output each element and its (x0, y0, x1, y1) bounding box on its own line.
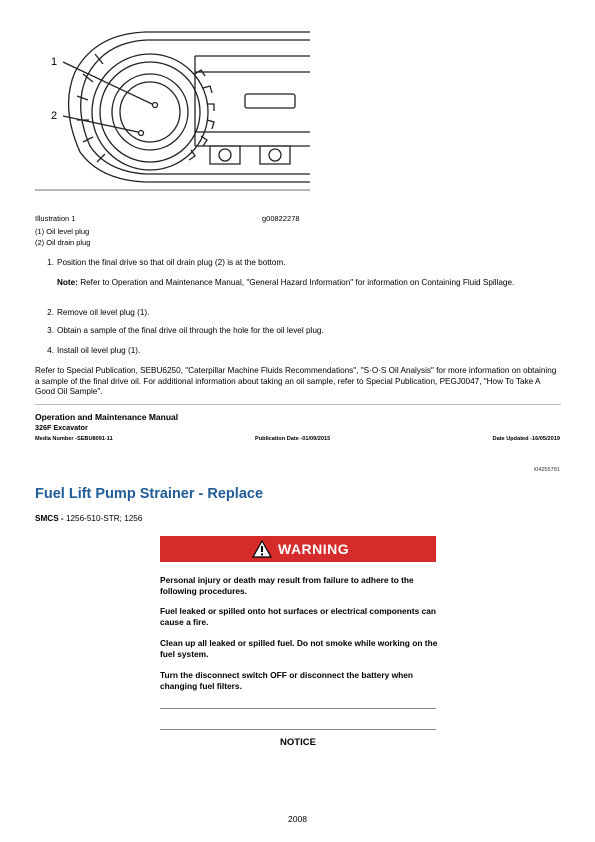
legend-item: (2) Oil drain plug (35, 238, 91, 247)
media-number: Media Number -SEBU8091-11 (35, 436, 113, 442)
illustration-caption: Illustration 1 (35, 214, 76, 223)
notice-divider (160, 729, 436, 730)
warning-paragraph: Fuel leaked or spilled onto hot surfaces or electrical components can cause a fire. (160, 606, 436, 627)
smcs-codes: 1256-510-STR; 1256 (65, 514, 143, 523)
warning-paragraph: Personal injury or death may result from failure to adhere to the following procedures. (160, 575, 414, 596)
callout-2: 2 (51, 110, 58, 122)
note-text: Refer to Operation and Maintenance Manual, "General Hazard Information" for information on Containing Fluid Spillage. (77, 278, 515, 287)
step-text: Position the final drive so that oil drain plug (2) is at the bottom. (57, 258, 286, 267)
step-number: 3. (47, 326, 54, 335)
smcs-line (35, 514, 142, 525)
final-drive-drawing (35, 12, 310, 192)
note-paragraph (57, 278, 537, 289)
legend-item: (1) Oil level plug (35, 227, 90, 236)
step-text: Remove oil level plug (1). (57, 308, 150, 317)
warning-paragraph: Turn the disconnect switch OFF or disconnect the battery when changing fuel filters. (160, 670, 413, 691)
illustration-id: g00822278 (262, 214, 300, 223)
note-label: Note: (57, 278, 78, 287)
warning-banner (160, 536, 436, 562)
publication-date: Publication Date -01/09/2015 (255, 436, 331, 442)
warning-label: WARNING (278, 541, 350, 557)
callout-1: 1 (51, 56, 58, 68)
warning-divider (160, 708, 436, 709)
warning-paragraph: Clean up all leaked or spilled fuel. Do not smoke while working on the fuel system. (160, 638, 438, 659)
step-number: 2. (47, 308, 54, 317)
reference-paragraph: Refer to Special Publication, SEBU6250, "Caterpillar Machine Fluids Recommendations", "S·O·S Oil Analysis" for more information on obtaining a sample of the final drive oil. For additional information about taking an oil sample, refer to Special Publication, PEGJ0047, "How To Take A Good Oil Sample". (35, 366, 557, 396)
page-number: 2008 (288, 814, 307, 824)
step-number: 4. (47, 346, 54, 355)
manual-model: 326F Excavator (35, 423, 88, 432)
divider (35, 404, 561, 405)
warning-triangle-icon (252, 540, 272, 558)
document-id: i04255791 (533, 467, 560, 473)
manual-title: Operation and Maintenance Manual (35, 412, 179, 422)
section-title: Fuel Lift Pump Strainer - Replace (35, 486, 264, 502)
final-drive-illustration (35, 12, 310, 192)
step-text: Install oil level plug (1). (57, 346, 141, 355)
smcs-label: SMCS - (35, 514, 66, 523)
notice-label: NOTICE (280, 737, 316, 748)
step-number: 1. (47, 258, 54, 267)
date-updated: Date Updated -16/05/2019 (492, 436, 560, 442)
step-text: Obtain a sample of the final drive oil through the hole for the oil level plug. (57, 326, 324, 335)
